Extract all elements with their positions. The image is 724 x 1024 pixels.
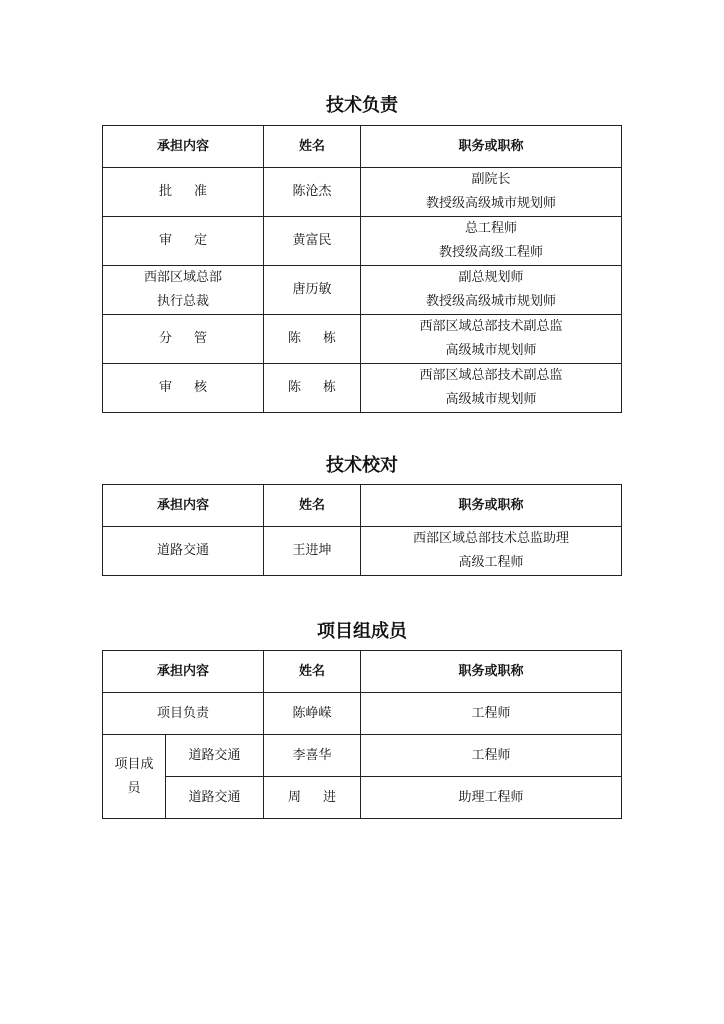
header-content: 承担内容 <box>103 126 264 168</box>
name-cell: 黄富民 <box>264 217 361 266</box>
header-content: 承担内容 <box>103 651 264 693</box>
header-name: 姓名 <box>264 485 361 527</box>
name-cell: 周 进 <box>264 777 361 819</box>
table-row <box>103 527 622 576</box>
role-cell: 西部区域总部 执行总裁 <box>103 266 264 315</box>
group-cell: 项目成 员 <box>103 735 166 819</box>
team-members-table <box>102 650 622 819</box>
name-cell: 唐历敏 <box>264 266 361 315</box>
table-row <box>103 777 622 819</box>
role-cell: 道路交通 <box>166 777 264 819</box>
table-header-row <box>103 485 622 527</box>
name-cell: 王进坤 <box>264 527 361 576</box>
title-cell: 副院长 教授级高级城市规划师 <box>361 168 622 217</box>
title-cell: 总工程师 教授级高级工程师 <box>361 217 622 266</box>
header-title: 职务或职称 <box>361 126 622 168</box>
section-title-tech-lead: 技术负责 <box>326 95 398 116</box>
title-cell: 工程师 <box>361 693 622 735</box>
table-row <box>103 735 622 777</box>
table-row <box>103 217 622 266</box>
section-title-team-members: 项目组成员 <box>317 621 407 642</box>
role-cell: 批 准 <box>103 168 264 217</box>
title-cell: 西部区域总部技术副总监 高级城市规划师 <box>361 364 622 413</box>
header-title: 职务或职称 <box>361 651 622 693</box>
table-row <box>103 693 622 735</box>
table-header-row <box>103 651 622 693</box>
section-title-tech-proofread: 技术校对 <box>326 455 398 476</box>
role-cell: 项目负责 <box>103 693 264 735</box>
header-content: 承担内容 <box>103 485 264 527</box>
title-cell: 西部区域总部技术总监助理 高级工程师 <box>361 527 622 576</box>
table-header-row <box>103 126 622 168</box>
title-cell: 西部区域总部技术副总监 高级城市规划师 <box>361 315 622 364</box>
title-cell: 副总规划师 教授级高级城市规划师 <box>361 266 622 315</box>
tech-lead-table <box>102 125 622 413</box>
tech-proofread-table <box>102 484 622 576</box>
table-row <box>103 168 622 217</box>
role-cell: 审 定 <box>103 217 264 266</box>
name-cell: 陈沧杰 <box>264 168 361 217</box>
title-cell: 助理工程师 <box>361 777 622 819</box>
table-row <box>103 364 622 413</box>
name-cell: 李喜华 <box>264 735 361 777</box>
name-cell: 陈峥嵘 <box>264 693 361 735</box>
role-cell: 审 核 <box>103 364 264 413</box>
role-cell: 道路交通 <box>166 735 264 777</box>
name-cell: 陈 栋 <box>264 364 361 413</box>
role-cell: 分 管 <box>103 315 264 364</box>
role-cell: 道路交通 <box>103 527 264 576</box>
header-name: 姓名 <box>264 126 361 168</box>
title-cell: 工程师 <box>361 735 622 777</box>
table-row <box>103 266 622 315</box>
table-row <box>103 315 622 364</box>
header-title: 职务或职称 <box>361 485 622 527</box>
name-cell: 陈 栋 <box>264 315 361 364</box>
header-name: 姓名 <box>264 651 361 693</box>
